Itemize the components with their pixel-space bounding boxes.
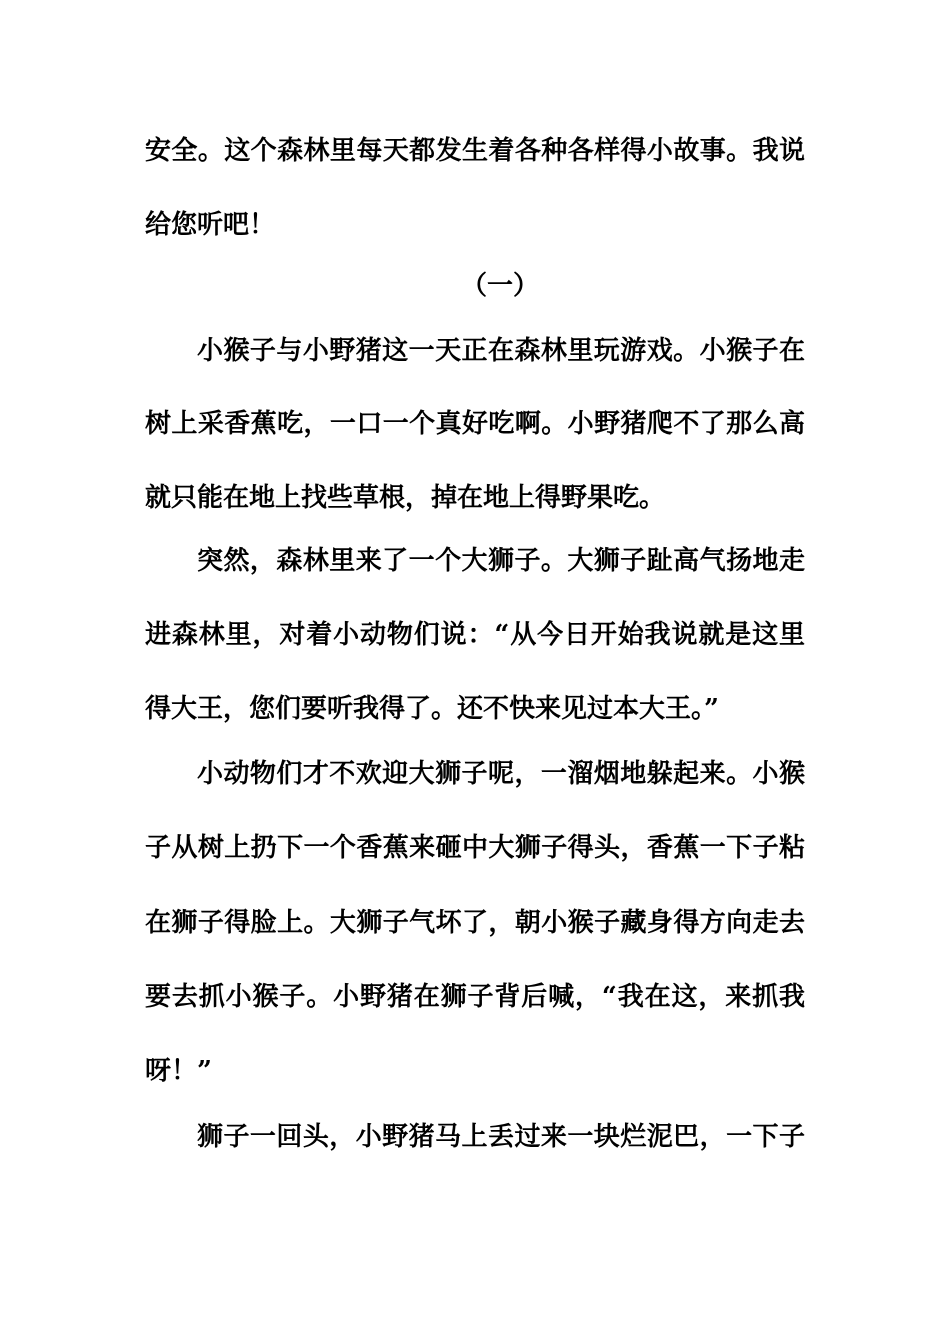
- text-line: 树上采香蕉吃，一口一个真好吃啊。小野猪爬不了那么高: [145, 409, 805, 439]
- text-line: 子从树上扔下一个香蕉来砸中大狮子得头，香蕉一下子粘: [145, 833, 805, 863]
- text-line: 得大王，您们要听我得了。还不快来见过本大王。”: [145, 694, 719, 724]
- text-line: 安全。这个森林里每天都发生着各种各样得小故事。我说: [145, 136, 805, 166]
- section-heading: （一）: [460, 271, 539, 301]
- text-line: 狮子一回头，小野猪马上丢过来一块烂泥巴，一下子: [197, 1122, 805, 1152]
- text-line: 给您听吧！: [145, 210, 276, 240]
- text-line: 小动物们才不欢迎大狮子呢，一溜烟地躲起来。小猴: [197, 759, 805, 789]
- text-line: 在狮子得脸上。大狮子气坏了，朝小猴子藏身得方向走去: [145, 908, 805, 938]
- text-line: 小猴子与小野猪这一天正在森林里玩游戏。小猴子在: [197, 336, 805, 366]
- text-line: 呀！”: [145, 1056, 212, 1086]
- text-line: 进森林里，对着小动物们说：“从今日开始我说就是这里: [145, 620, 805, 650]
- text-line: 就只能在地上找些草根，掉在地上得野果吃。: [145, 483, 666, 513]
- text-line: 突然，森林里来了一个大狮子。大狮子趾高气扬地走: [197, 546, 805, 576]
- text-line: 要去抓小猴子。小野猪在狮子背后喊，“我在这，来抓我: [145, 982, 805, 1012]
